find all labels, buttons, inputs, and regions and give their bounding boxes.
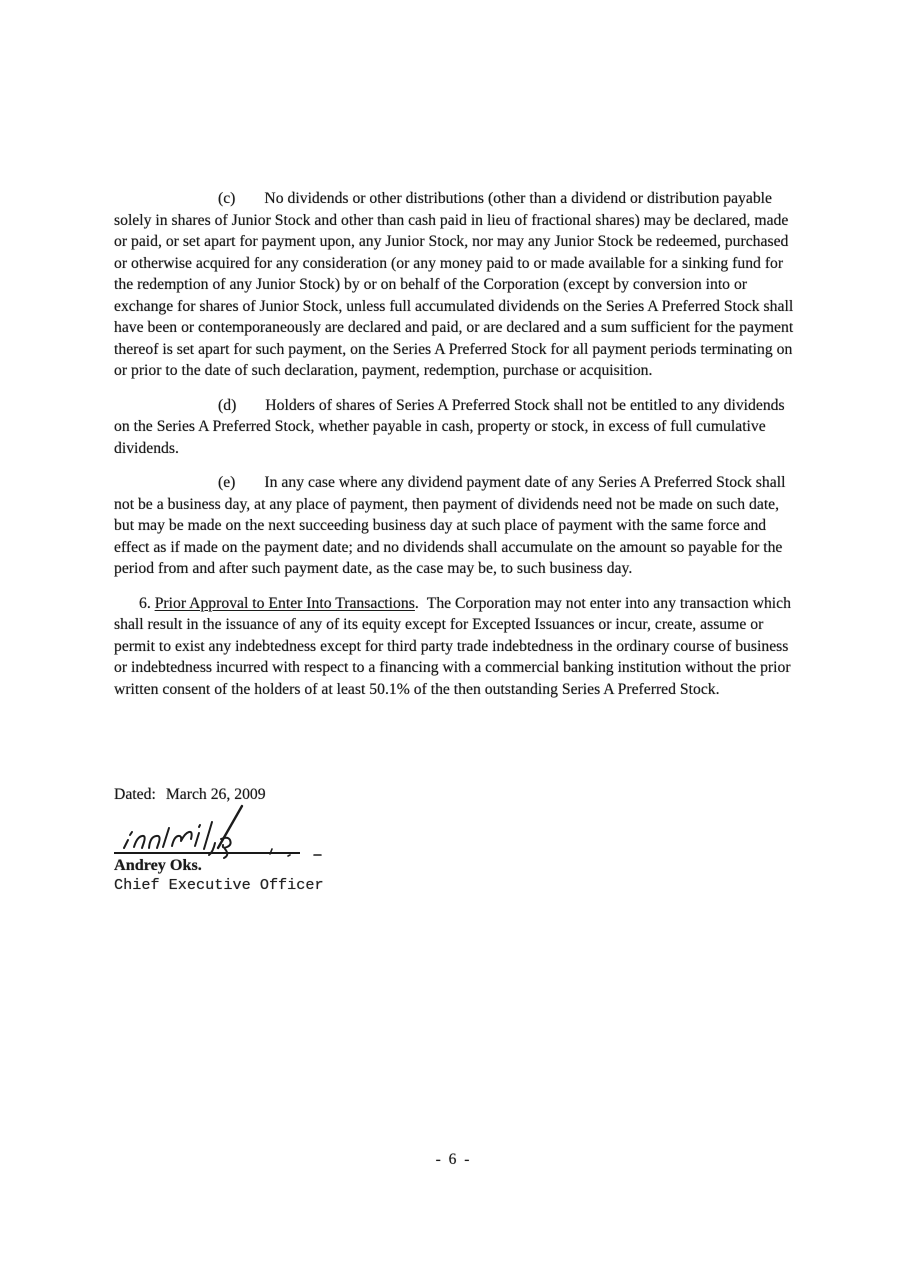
paragraph-c-text: No dividends or other distributions (other than a dividend or distribution payable solely in shares of Junior Stock and other than cash paid in lieu of fractional shares) may be declared, made or paid, or set apart for payment upon, any Junior Stock, nor may any Junior Stock be redeemed, purchased or otherwise acquired for any consideration (or any money paid to or made available for a sinking fund for the redemption of any Junior Stock) by or on behalf of the Corporation (except by conversion into or exchange for shares of Junior Stock, unless full accumulated dividends on the Series A Preferred Stock shall have been or contemporaneously are declared and paid, or are declared and a sum sufficient for the payment thereof is set apart for such payment, on the Series A Preferred Stock for all payment periods terminating on or prior to the date of such declaration, payment, redemption, purchase or acquisition. bbox=[114, 190, 794, 379]
section-6-heading: Prior Approval to Enter Into Transactions bbox=[154, 594, 415, 612]
section-6 bbox=[114, 593, 798, 701]
paragraph-e bbox=[114, 472, 798, 580]
section-6-text: The Corporation may not enter into any transaction which shall result in the issuance of any of its equity except for Excepted Issuances or incur, create, assume or permit to exist any indebtedness except for third party trade indebtedness in the ordinary course of business or indebtedness incurred with respect to a financing with a commercial banking institution without the prior written consent of the holders of at least 50.1% of the then outstanding Series A Preferred Stock. bbox=[114, 594, 791, 698]
signer-title: Chief Executive Officer bbox=[114, 875, 324, 894]
section-6-number: 6. bbox=[139, 594, 151, 612]
dated-value: March 26, 2009 bbox=[165, 786, 266, 803]
section-6-heading-period: . bbox=[414, 594, 419, 612]
paragraph-d bbox=[114, 395, 798, 460]
paragraph-d-label: (d) bbox=[218, 396, 237, 414]
paragraph-c bbox=[114, 188, 798, 382]
paragraph-e-text: In any case where any dividend payment date of any Series A Preferred Stock shall not be a business day, at any place of payment, then payment of dividends need not be made on such date, but may be made on the next succeeding business day at such place of payment with the same force and effect as if made on the payment date; and no dividends shall accumulate on the amount so payable for the period from and after such payment date, as the case may be, to such business day. bbox=[114, 474, 786, 577]
handwritten-signature-icon bbox=[118, 798, 358, 864]
paragraph-e-label: (e) bbox=[218, 474, 236, 491]
signature-area bbox=[114, 808, 414, 854]
paragraph-d-text: Holders of shares of Series A Preferred Stock shall not be entitled to any dividends on the Series A Preferred Stock, whether payable in cash, property or stock, in excess of full cumulative dividends. bbox=[114, 396, 785, 457]
document-body bbox=[114, 188, 798, 894]
paragraph-c-label: (c) bbox=[218, 190, 236, 207]
page-number: - 6 - bbox=[435, 1151, 472, 1168]
signer-name: Andrey Oks. bbox=[114, 855, 202, 874]
dated-label: Dated: bbox=[114, 786, 156, 803]
